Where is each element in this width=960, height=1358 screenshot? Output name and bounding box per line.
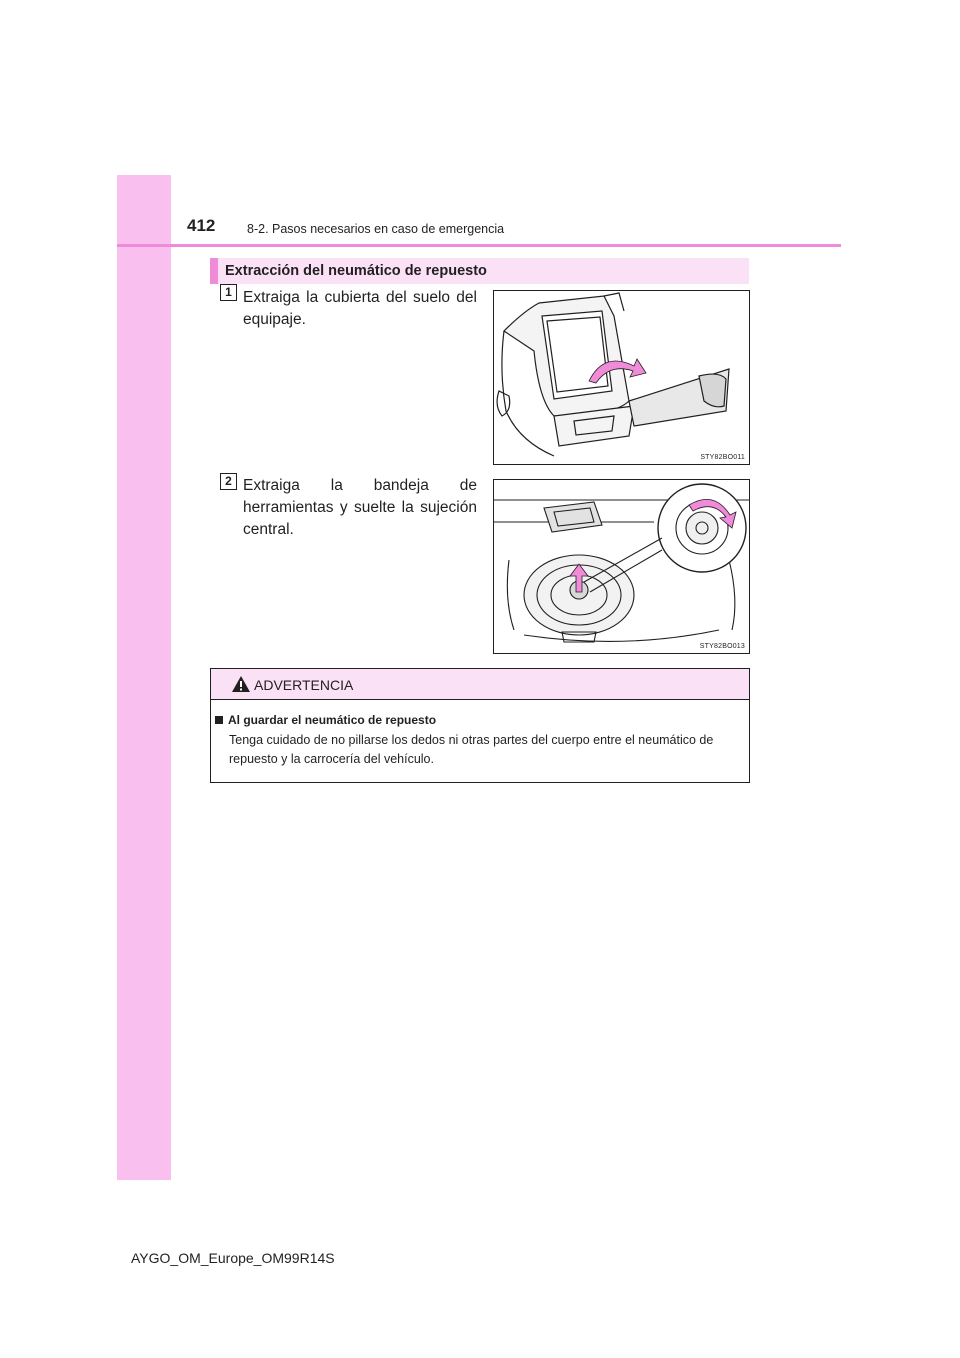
warning-item-title-text: Al guardar el neumático de repuesto [228, 713, 437, 727]
side-band [117, 175, 171, 1180]
step-1-text: Extraiga la cubierta del suelo del equipaje. [243, 289, 477, 328]
warning-triangle-icon [231, 675, 251, 693]
figure-1-code: STY82BO011 [700, 454, 745, 461]
page-number: 412 [187, 216, 216, 235]
figure-trunk-floor-cover [493, 290, 750, 465]
figure-2-code: STY82BO013 [699, 643, 745, 650]
header-rule [117, 244, 841, 247]
section-title: 8-2. Pasos necesarios en caso de emergencia [247, 222, 505, 236]
spare-tire-illustration [494, 480, 749, 653]
footer-code: AYGO_OM_Europe_OM99R14S [131, 1250, 335, 1266]
warning-item-title [215, 713, 436, 727]
warning-box [210, 668, 750, 783]
figure-tool-tray-spare-tire [493, 479, 750, 654]
step-1-number: 1 [220, 284, 237, 301]
warning-item-text: Tenga cuidado de no pillarse los dedos ni otras partes del cuerpo entre el neumático de repuesto y la carrocería del vehículo. [229, 733, 714, 766]
step-2-number: 2 [220, 473, 237, 490]
warning-header [211, 669, 749, 700]
section-heading: Extracción del neumático de repuesto [210, 258, 749, 284]
warning-title: ADVERTENCIA [254, 677, 354, 693]
trunk-illustration [494, 291, 749, 464]
step-2-text: Extraiga la bandeja de herramientas y suelte la sujeción central. [243, 477, 477, 538]
square-bullet-icon [215, 716, 223, 724]
